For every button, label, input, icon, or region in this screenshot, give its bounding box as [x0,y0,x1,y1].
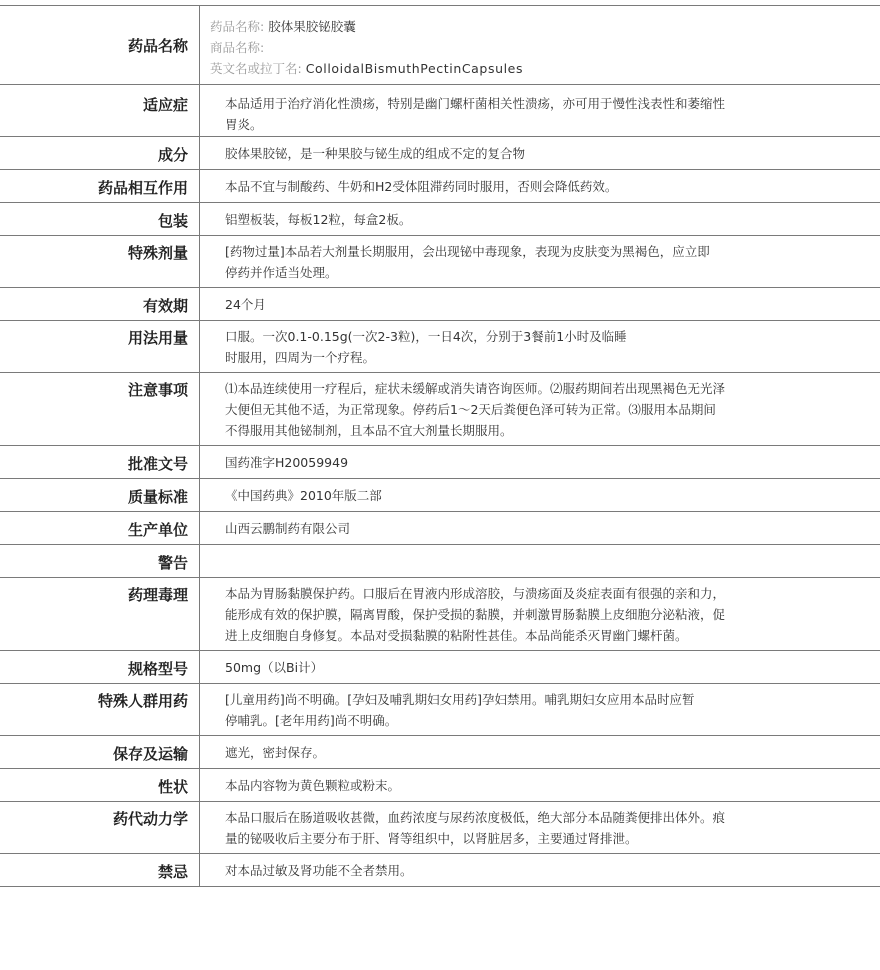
value-line: [儿童用药]尚不明确。[孕妇及哺乳期妇女用药]孕妇禁用。哺乳期妇女应用本品时应暂 [225,692,695,707]
row-label [0,651,200,683]
label-text: 包装 [157,212,188,230]
label-text: 特殊剂量 [127,244,188,262]
row-label [0,854,200,886]
row-label [0,736,200,768]
drug-spec-table [0,5,880,887]
spec-row [0,373,880,446]
row-value [200,578,880,650]
value-line: 本品口服后在肠道吸收甚微，血药浓度与尿药浓度极低，绝大部分本品随粪便排出体外。痕 [225,810,726,825]
label-text: 适应症 [142,96,188,114]
english-name-line [210,58,788,79]
spec-row [0,170,880,203]
row-label [0,512,200,544]
spec-row [0,137,880,170]
row-value [200,170,880,202]
label-text: 质量标准 [127,488,188,506]
row-value [200,854,880,886]
value-line: 胶体果胶铋，是一种果胶与铋生成的组成不定的复合物 [225,146,526,161]
label-text: 生产单位 [127,521,188,539]
generic-name-label: 药品名称: [210,19,265,34]
value-line: 山西云鹏制药有限公司 [225,521,351,536]
row-label [0,373,200,445]
value-line: 本品不宜与制酸药、牛奶和H2受体阻滞药同时服用，否则会降低药效。 [225,179,618,194]
row-value [200,236,880,287]
value-line: 本品内容物为黄色颗粒或粉末。 [225,778,401,793]
spec-row [0,578,880,651]
trade-name-label: 商品名称: [210,40,265,55]
row-drug-name [0,6,880,85]
row-label [0,769,200,801]
row-label [0,203,200,235]
spec-row [0,854,880,887]
row-value [200,736,880,768]
row-value [200,288,880,320]
label-text: 特殊人群用药 [97,692,188,710]
spec-row [0,203,880,236]
label-text: 药理毒理 [127,586,188,604]
label-text: 药品相互作用 [97,179,188,197]
generic-name-line [210,16,788,37]
spec-row [0,236,880,288]
spec-row [0,769,880,802]
row-value [200,321,880,372]
spec-row [0,446,880,479]
value-line: 能形成有效的保护膜，隔离胃酸，保护受损的黏膜，并刺激胃肠黏膜上皮细胞分泌粘液，促 [225,607,726,622]
spec-row [0,651,880,684]
row-value [200,545,880,577]
spec-row [0,545,880,578]
value-line: 50mg（以Bi计） [225,660,324,675]
value-line: 停哺乳。[老年用药]尚不明确。 [225,713,398,728]
value-line: 进上皮细胞自身修复。本品对受损黏膜的粘附性甚佳。本品尚能杀灭胃幽门螺杆菌。 [225,628,688,643]
value-line: 遮光，密封保存。 [225,745,326,760]
english-name-value: ColloidalBismuthPectinCapsules [305,61,524,76]
value-line: 铝塑板装，每板12粒，每盒2板。 [225,212,412,227]
value-line: 大便但无其他不适，为正常现象。停药后1～2天后粪便色泽可转为正常。⑶服用本品期间 [225,402,716,417]
value-line: ⑴本品连续使用一疗程后，症状未缓解或消失请咨询医师。⑵服药期间若出现黑褐色无光泽 [225,381,726,396]
value-line: 本品适用于治疗消化性溃疡，特别是幽门螺杆菌相关性溃疡，亦可用于慢性浅表性和萎缩性 [225,96,726,111]
row-value [200,802,880,853]
value-line: 本品为胃肠黏膜保护药。口服后在胃液内形成溶胶，与溃疡面及炎症表面有很强的亲和力， [225,586,726,601]
spec-row [0,479,880,512]
label-text: 禁忌 [157,863,188,881]
label-text: 批准文号 [127,455,188,473]
label-text: 规格型号 [127,660,188,678]
label-text: 用法用量 [127,329,188,347]
spec-row [0,802,880,854]
label-text: 性状 [157,778,188,796]
label-text: 成分 [157,146,188,164]
row-label [0,236,200,287]
label-text: 药代动力学 [112,810,188,828]
value-line: 停药并作适当处理。 [225,265,338,280]
value-line: 国药准字H20059949 [225,455,349,470]
row-label [0,321,200,372]
row-value [200,684,880,735]
spec-rows [0,85,880,887]
row-label [0,170,200,202]
row-label [0,479,200,511]
spec-row [0,736,880,769]
row-value [200,512,880,544]
row-value [200,479,880,511]
label-text: 药品名称 [127,36,188,55]
drug-name-block [200,6,880,84]
english-name-label: 英文名或拉丁名: [210,61,302,76]
generic-name-value: 胶体果胶铋胶囊 [268,19,356,34]
label-text: 有效期 [142,297,188,315]
row-label [0,137,200,169]
spec-row [0,288,880,321]
label-text: 注意事项 [127,381,188,399]
value-line: 口服。一次0.1-0.15g(一次2-3粒)，一日4次，分别于3餐前1小时及临睡 [225,329,627,344]
row-value [200,769,880,801]
value-line: 对本品过敏及肾功能不全者禁用。 [225,863,413,878]
row-label [0,802,200,853]
spec-row [0,85,880,137]
spec-row [0,512,880,545]
row-value [200,446,880,478]
row-label [0,85,200,136]
row-label [0,684,200,735]
row-label [0,545,200,577]
row-value [200,651,880,683]
value-line: 《中国药典》2010年版二部 [225,488,382,503]
row-label [0,446,200,478]
value-line: 时服用，四周为一个疗程。 [225,350,376,365]
value-line: 量的铋吸收后主要分布于肝、肾等组织中，以肾脏居多，主要通过肾排泄。 [225,831,638,846]
value-line: 胃炎。 [225,117,263,132]
spec-row [0,321,880,373]
spec-row [0,684,880,736]
row-value [200,137,880,169]
value-line: 不得服用其他铋制剂，且本品不宜大剂量长期服用。 [225,423,513,438]
row-label [0,578,200,650]
row-value [200,85,880,136]
row-value [200,203,880,235]
value-line: [药物过量]本品若大剂量长期服用，会出现铋中毒现象，表现为皮肤变为黑褐色，应立即 [225,244,710,259]
trade-name-line [210,37,788,58]
label-text: 保存及运输 [112,745,188,763]
label-text: 警告 [157,554,188,572]
row-label [0,288,200,320]
row-label [0,6,200,84]
value-line: 24个月 [225,297,266,312]
row-value [200,373,880,445]
